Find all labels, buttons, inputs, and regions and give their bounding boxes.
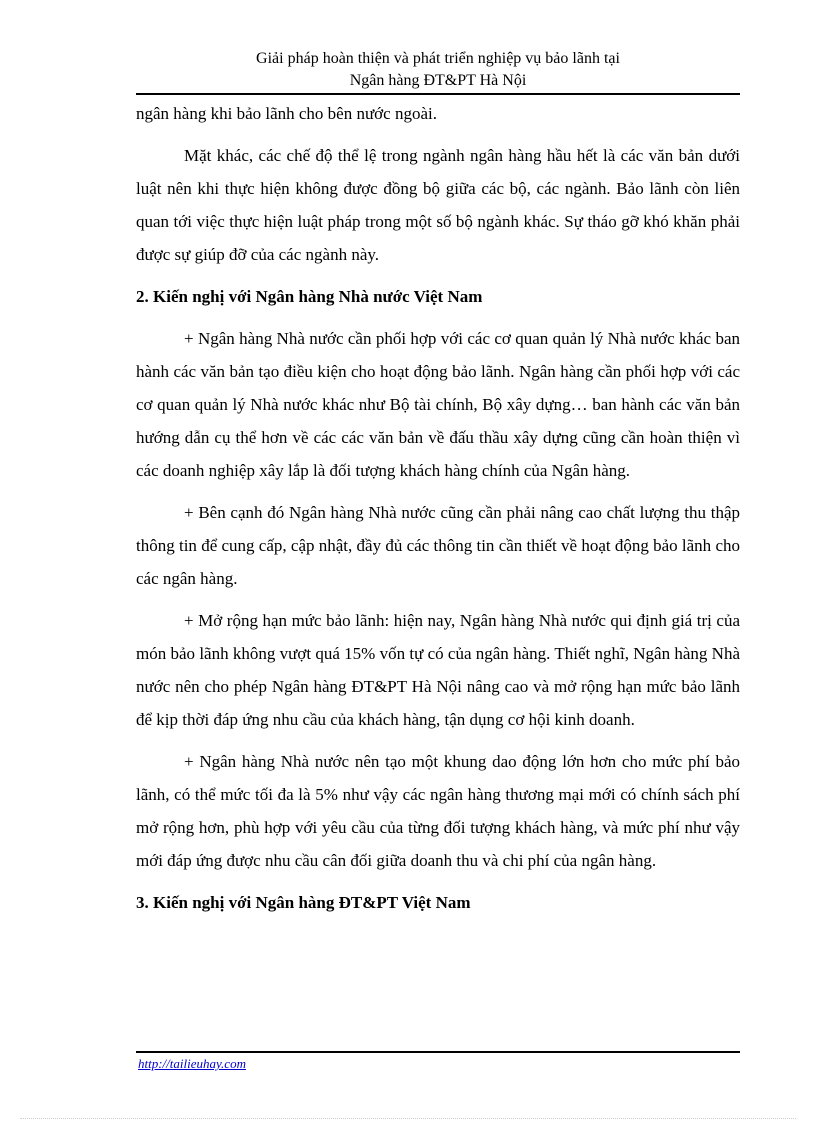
page-edge	[20, 1118, 796, 1119]
paragraph-guarantee-limit: + Mở rộng hạn mức bảo lãnh: hiện nay, Ngân hàng Nhà nước qui định giá trị của món bảo lãnh không vượt quá 15% vốn tự có của ngân hàng. Thiết nghĩ, Ngân hàng Nhà nước nên cho phép Ngân hàng ĐT&PT Hà Nội nâng cao và mở rộng hạn mức bảo lãnh để kịp thời đáp ứng nhu cầu của khách hàng, tận dụng cơ hội kinh doanh.	[136, 611, 740, 729]
paragraph-continuation: ngân hàng khi bảo lãnh cho bên nước ngoài.	[136, 104, 437, 123]
paragraph-coordination: + Ngân hàng Nhà nước cần phối hợp với các cơ quan quản lý Nhà nước khác ban hành các văn bản tạo điều kiện cho hoạt động bảo lãnh. Ngân hàng cần phối hợp với các cơ quan quản lý Nhà nước khác như Bộ tài chính, Bộ xây dựng… ban hành các văn bản hướng dẫn cụ thể hơn về các các văn bản về đấu thầu xây dựng cũng cần hoàn thiện vì các doanh nghiệp xây lắp là đối tượng khách hàng chính của Ngân hàng.	[136, 329, 740, 480]
header-title-line1: Giải pháp hoàn thiện và phát triển nghiệp vụ bảo lãnh tại	[256, 50, 620, 67]
page-header	[136, 48, 740, 92]
footer-link[interactable]: http://tailieuhay.com	[138, 1056, 246, 1071]
footer-divider	[136, 1051, 740, 1053]
paragraph-fee-range: + Ngân hàng Nhà nước nên tạo một khung dao động lớn hơn cho mức phí bảo lãnh, có thể mức tối đa là 5% như vậy các ngân hàng thương mại mới có chính sách phí mở rộng hơn, phù hợp với yêu cầu của từng đối tượng khách hàng, và mức phí như vậy mới đáp ứng được nhu cầu cân đối giữa doanh thu và chi phí của ngân hàng.	[136, 752, 740, 870]
paragraph-regulations: Mặt khác, các chế độ thể lệ trong ngành ngân hàng hầu hết là các văn bản dưới luật nên khi thực hiện không được đồng bộ giữa các bộ, các ngành. Bảo lãnh còn liên quan tới việc thực hiện luật pháp trong một số bộ ngành khác. Sự tháo gỡ khó khăn phải được sự giúp đỡ của các ngành này.	[136, 146, 740, 264]
header-divider	[136, 93, 740, 95]
header-title-line2: Ngân hàng ĐT&PT Hà Nội	[349, 72, 527, 89]
section-heading-2: 2. Kiến nghị với Ngân hàng Nhà nước Việt Nam	[136, 287, 483, 306]
section-heading-3: 3. Kiến nghị với Ngân hàng ĐT&PT Việt Nam	[136, 893, 471, 912]
paragraph-information: + Bên cạnh đó Ngân hàng Nhà nước cũng cần phải nâng cao chất lượng thu thập thông tin để cung cấp, cập nhật, đầy đủ các thông tin cần thiết về hoạt động bảo lãnh cho các ngân hàng.	[136, 503, 740, 588]
document-body	[136, 97, 740, 919]
